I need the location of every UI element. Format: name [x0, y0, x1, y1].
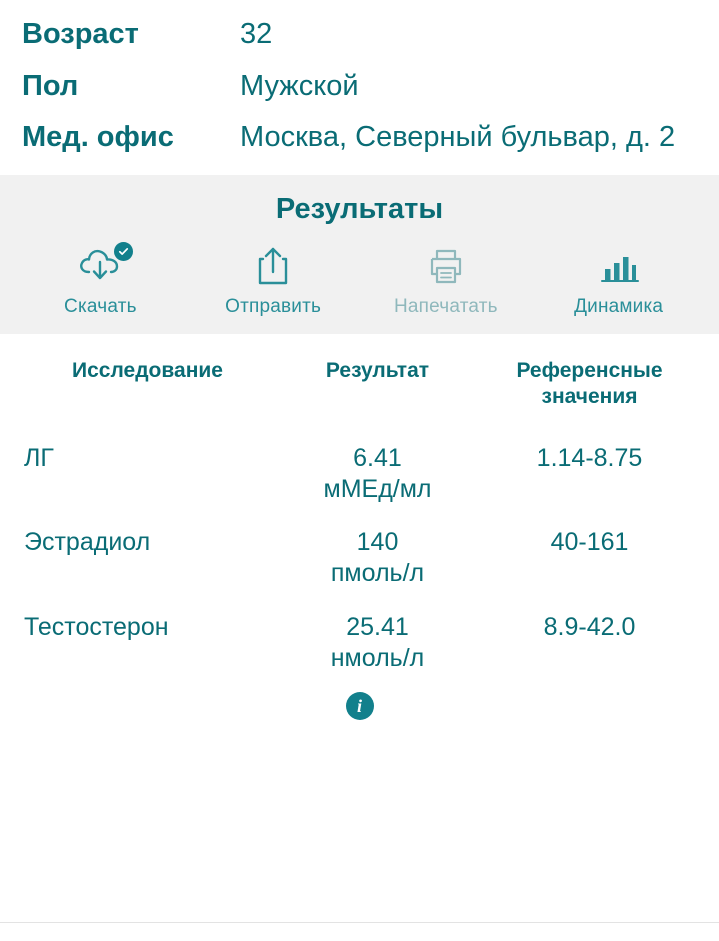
table-header-result: Результат	[325, 359, 430, 383]
patient-info-block	[0, 0, 719, 175]
patient-info-row-office	[22, 119, 697, 157]
test-result-unit: нмоль/л	[330, 643, 425, 672]
test-name: Тестостерон	[24, 612, 169, 641]
table-header-reference: Референсные значения	[516, 359, 663, 409]
dynamics-action[interactable]	[544, 242, 694, 318]
age-value: 32	[240, 18, 273, 50]
table-row[interactable]	[20, 433, 699, 518]
send-action[interactable]	[198, 242, 348, 318]
test-reference: 8.9-42.0	[543, 612, 636, 641]
bar-chart-icon	[544, 242, 694, 290]
download-action-label: Скачать	[64, 296, 137, 318]
printer-icon	[371, 242, 521, 290]
table-row[interactable]	[20, 602, 699, 687]
print-action-label: Напечатать	[393, 296, 498, 318]
sex-value: Мужской	[240, 69, 359, 102]
results-title: Результаты	[275, 193, 444, 226]
results-actions	[0, 242, 719, 318]
test-result-unit: пмоль/л	[330, 559, 425, 588]
table-row[interactable]	[20, 517, 699, 602]
info-icon[interactable]: i	[346, 692, 374, 720]
sex-label: Пол	[22, 69, 79, 102]
test-result-value: 6.41	[353, 443, 402, 472]
table-header-row	[20, 358, 699, 433]
download-complete-badge-icon	[114, 242, 133, 261]
table-header-name: Исследование	[72, 359, 223, 383]
test-name: Эстрадиол	[24, 528, 151, 557]
test-result-value: 140	[356, 528, 399, 557]
results-table	[0, 334, 719, 720]
send-action-label: Отправить	[225, 296, 322, 318]
test-result-value: 25.41	[346, 612, 409, 641]
test-name: ЛГ	[24, 443, 54, 472]
test-reference: 40-161	[550, 528, 629, 557]
print-action[interactable]	[371, 242, 521, 318]
age-label: Возраст	[22, 18, 139, 50]
office-value: Москва, Северный бульвар, д. 2	[240, 121, 676, 154]
info-button-wrap	[20, 686, 699, 720]
bottom-divider	[0, 922, 719, 923]
test-result	[275, 443, 480, 506]
patient-info-row-sex	[22, 68, 697, 106]
test-reference: 1.14-8.75	[536, 443, 643, 472]
download-action[interactable]	[25, 242, 175, 318]
cloud-download-icon	[25, 242, 175, 290]
test-result	[275, 612, 480, 675]
results-panel	[0, 175, 719, 334]
dynamics-action-label: Динамика	[574, 296, 664, 318]
patient-info-row-age	[22, 16, 697, 54]
share-upload-icon	[198, 242, 348, 290]
test-result-unit: мМЕд/мл	[323, 474, 432, 503]
test-result	[275, 527, 480, 590]
office-label: Мед. офис	[22, 121, 174, 154]
